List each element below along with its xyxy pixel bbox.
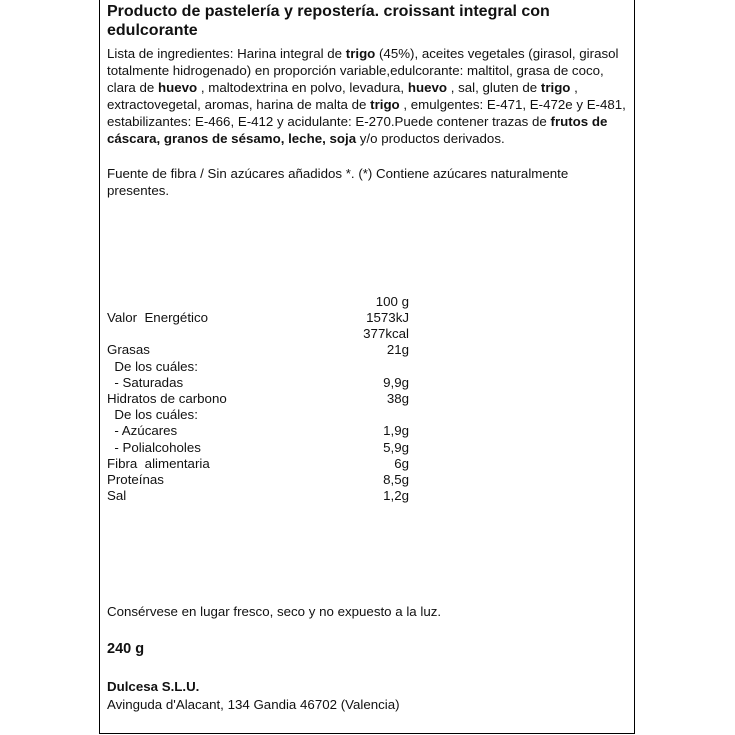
nutrition-row-label: - Azúcares [107,423,178,439]
nutrition-row-label: - Polialcoholes [107,439,201,455]
nutrition-row-value: 8,5g [383,472,409,487]
product-title: Producto de pastelería y repostería. croissant integral con edulcorante [107,3,550,39]
storage-instructions: Consérvese en lugar fresco, seco y no expuesto a la luz. [107,604,442,619]
nutrition-row-value: 1,2g [383,488,409,504]
ingredient-text: Lista de ingredientes: Harina integral de [107,46,346,61]
ingredient-text: (45%), aceites vegetales (girasol, girasol totalmente hidrogenado) en proporción variable,edulcorante: maltitol, grasa de coco, clara de [107,46,619,95]
nutrition-row-label: - Saturadas [107,374,184,390]
ingredient-text: , extractovegetal, aromas, harina de malta de [107,80,578,112]
nutrition-row-label: Sal [107,488,127,504]
allergen-text: frutos de cáscara, granos de sésamo, leche, soja [107,114,608,146]
nutrition-row-label: Hidratos de carbono [107,391,227,406]
nutrition-claims: Fuente de fibra / Sin azúcares añadidos *. (*) Contiene azúcares naturalmente presentes. [107,166,569,198]
company-address: Avinguda d'Alacant, 134 Gandia 46702 (Valencia) [107,697,400,712]
nutrition-row-value: 1573kJ [366,310,409,325]
ingredient-text: , maltodextrina en polvo, levadura, [197,80,408,95]
nutrition-row-value: 38g [386,391,409,406]
nutrition-row-label: Fibra alimentaria [107,455,210,471]
company-name: Dulcesa S.L.U. [107,679,200,694]
nutrition-row-value: 21g [386,342,409,358]
allergen-text: huevo [158,80,198,95]
ingredients-list [107,45,628,147]
allergen-text: huevo [407,80,447,95]
nutrition-row-label: De los cuáles: [107,407,198,423]
nutrition-row-value: 9,9g [383,374,409,390]
allergen-text: trigo [540,80,571,95]
nutrition-row-value: 377kcal [363,326,409,342]
nutrition-row-label: Proteínas [107,472,164,487]
nutrition-table [107,294,628,524]
nutrition-row-label: De los cuáles: [107,358,198,374]
nutrition-row-value: 6g [394,455,409,471]
ingredient-text: y/o productos derivados. [356,131,505,146]
nutrition-row-value: 1,9g [383,423,409,439]
nutrition-row-value: 5,9g [383,439,409,455]
nutrition-row-label: Grasas [107,342,150,358]
allergen-text: trigo [345,46,376,61]
ingredient-text: , sal, gluten de [447,80,541,95]
ingredient-text: , emulgentes: E-471, E-472e y E-481, estabilizantes: E-466, E-412 y acidulante: E-270.Puede contener trazas de [107,97,626,129]
product-label [99,0,635,734]
nutrition-row-label: Valor Energético [107,310,209,325]
net-weight: 240 g [107,641,145,657]
nutrition-header: 100 g [375,294,409,309]
allergen-text: trigo [370,97,400,112]
